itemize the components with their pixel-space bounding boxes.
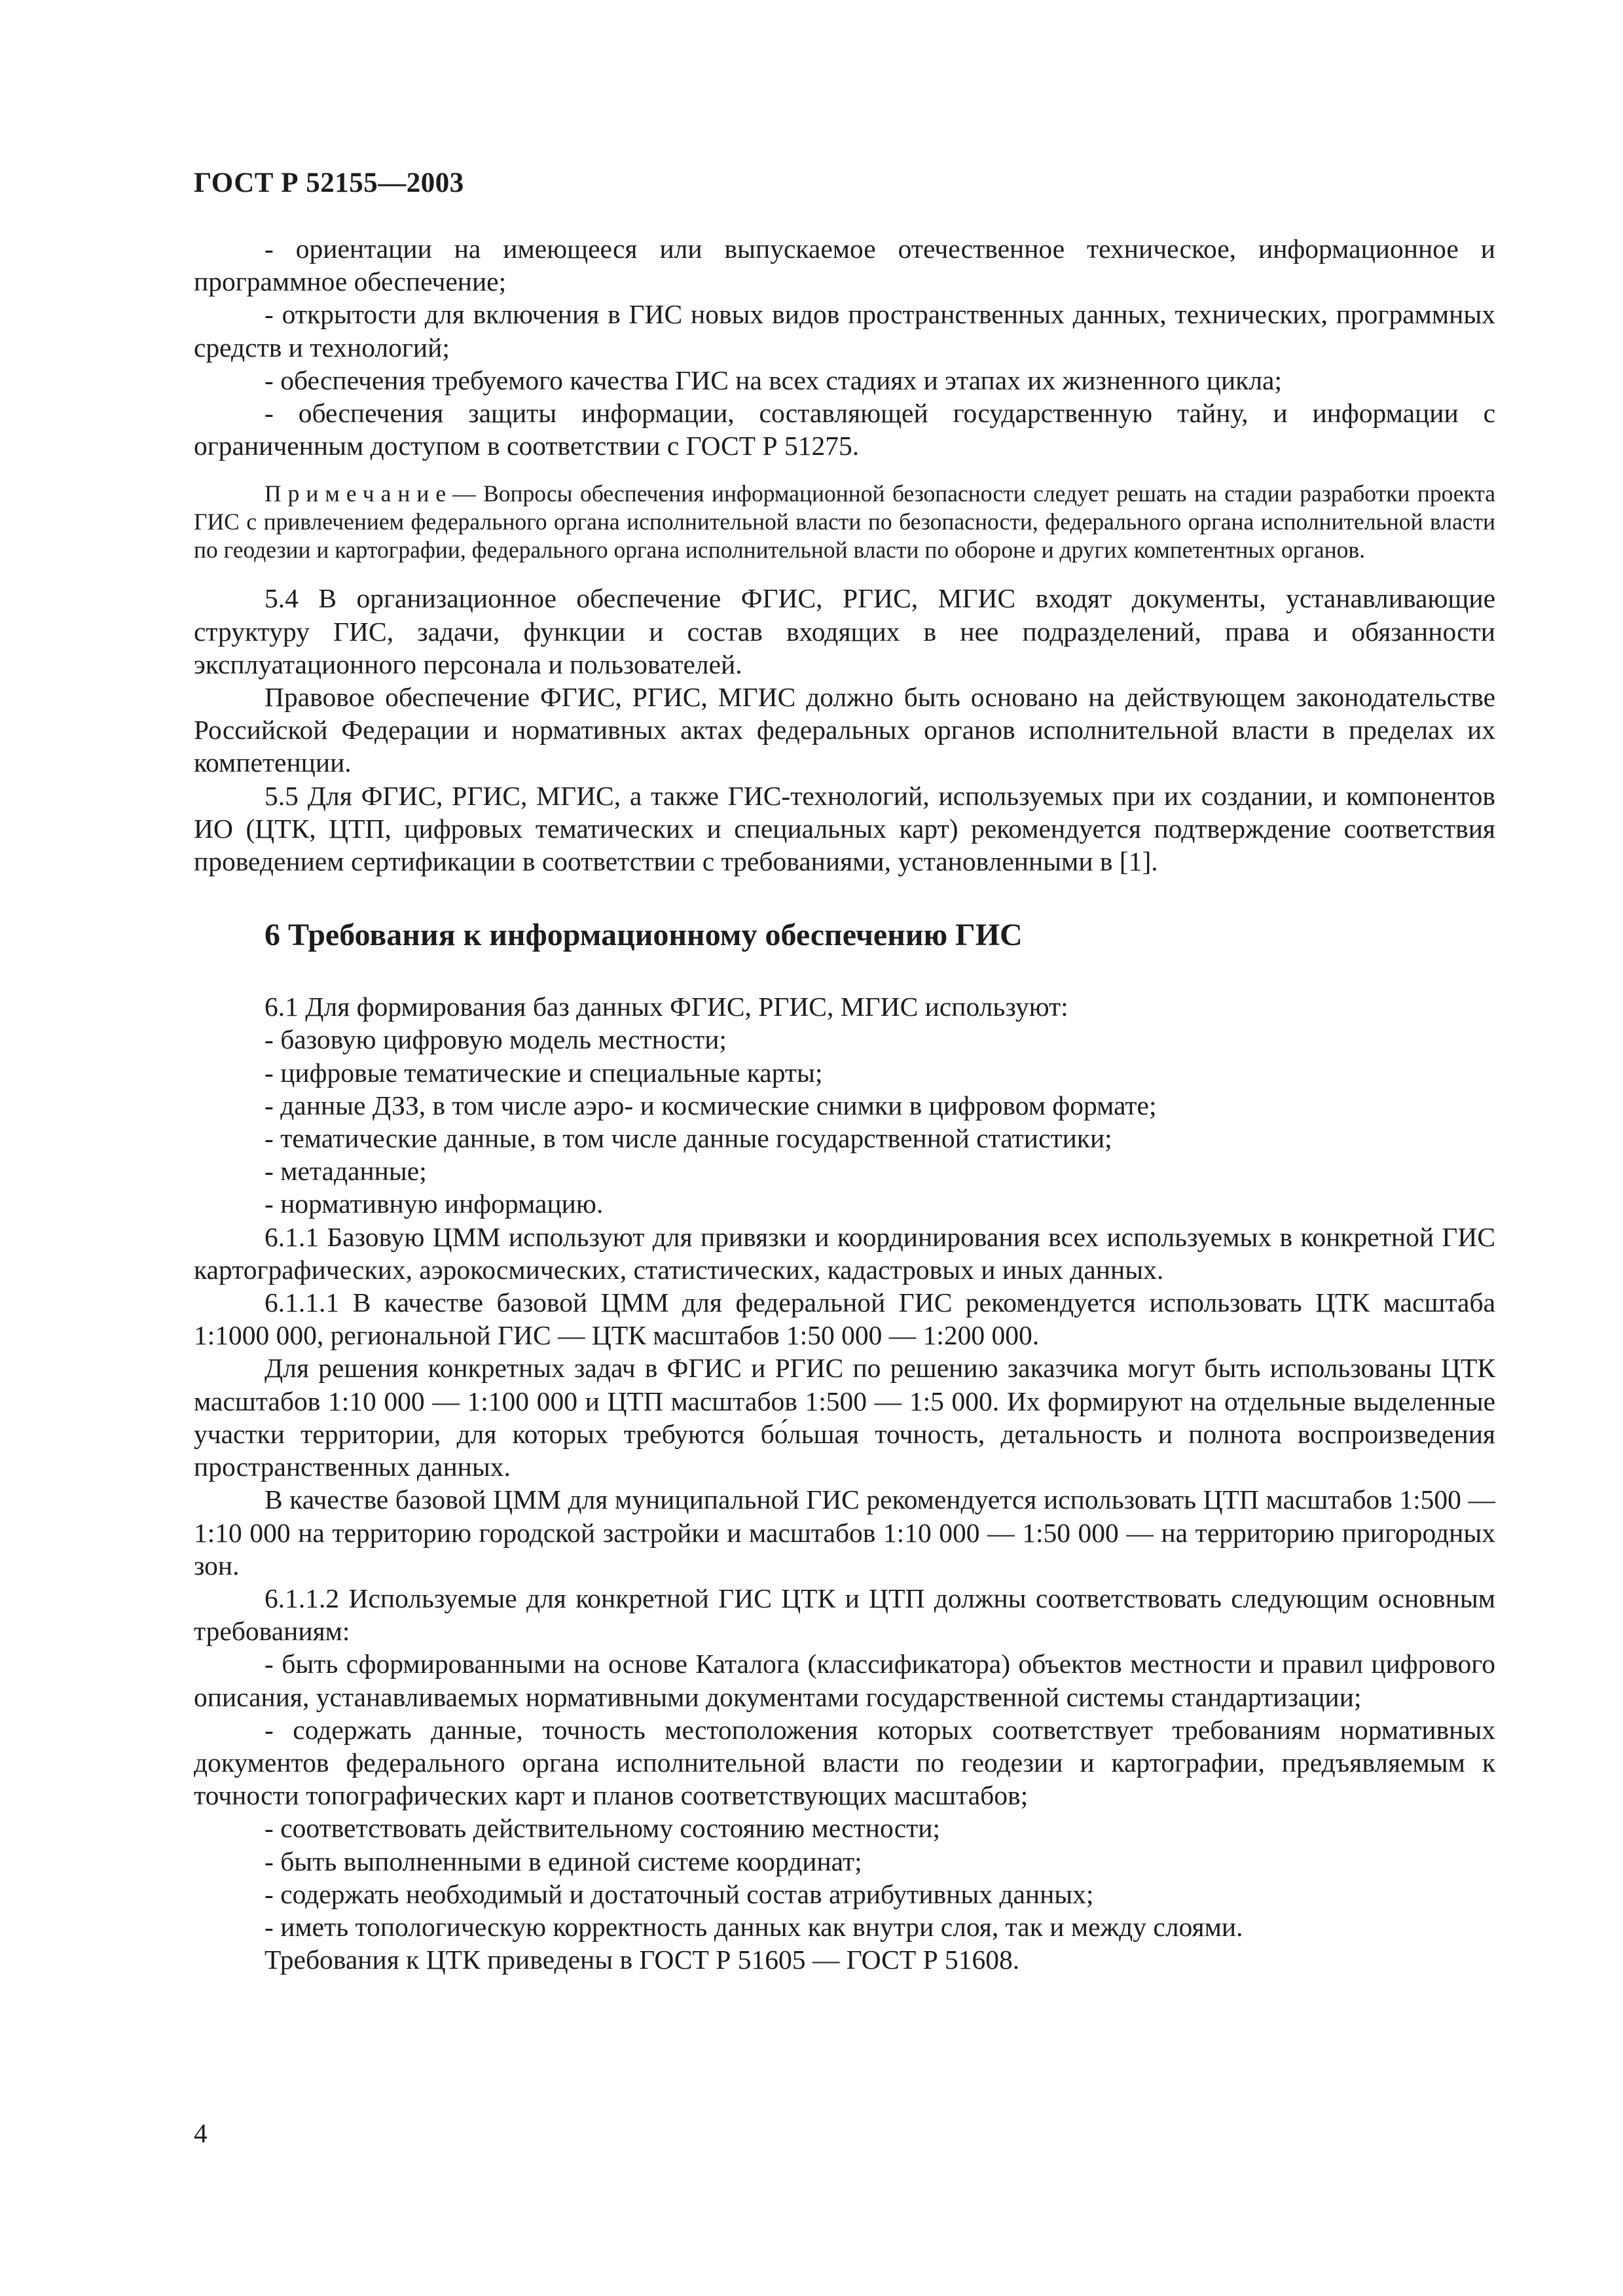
page-number: 4	[194, 2118, 208, 2148]
clause-5-5: 5.5 Для ФГИС, РГИС, МГИС, а также ГИС-технологий, используемых при их создании, и компонентов ИО (ЦТК, ЦТП, цифровых тематических и специальных карт) рекомендуется подтверждение соответствия проведением сертификации в соответствии с требованиями, установленными в [1].	[194, 780, 1495, 877]
document-header: ГОСТ Р 52155—2003	[194, 168, 464, 198]
intro-bullet-3: - обеспечения требуемого качества ГИС на всех стадиях и этапах их жизненного цикла;	[264, 365, 1283, 395]
list-item: - соответствовать действительному состоянию местности;	[264, 1813, 941, 1844]
closing-paragraph: Требования к ЦТК приведены в ГОСТ Р 51605 — ГОСТ Р 51608.	[264, 1945, 1020, 1975]
list-item: - содержать необходимый и достаточный состав атрибутивных данных;	[264, 1878, 1094, 1909]
list-6-1	[194, 1023, 1495, 1220]
clause-5-4-legal: Правовое обеспечение ФГИС, РГИС, МГИС должно быть основано на действующем законодательстве Российской Федерации и нормативных актах федеральных органов исполнительной власти в пределах их компетенции.	[194, 682, 1495, 778]
clause-6-1: 6.1 Для формирования баз данных ФГИС, РГИС, МГИС используют:	[264, 992, 1068, 1022]
intro-bullet-2: - открытости для включения в ГИС новых видов пространственных данных, технических, программных средств и технологий;	[194, 299, 1495, 363]
intro-bullet-1: - ориентации на имеющееся или выпускаемое отечественное техническое, информационное и программное обеспечение;	[194, 234, 1495, 297]
list-item: - метаданные;	[264, 1156, 427, 1187]
list-item: - иметь топологическую корректность данных как внутри слоя, так и между слоями.	[264, 1911, 1243, 1942]
intro-bullet-4: - обеспечения защиты информации, составляющей государственную тайну, и информации с ограниченным доступом в соответствии с ГОСТ Р 51275.	[194, 398, 1495, 461]
list-item: - нормативную информацию.	[264, 1189, 604, 1219]
document-body	[194, 232, 1495, 1976]
clause-5-4: 5.4 В организационное обеспечение ФГИС, РГИС, МГИС входят документы, устанавливающие структуру ГИС, задачи, функции и состав входящих в нее подразделений, права и обязанности эксплуатационного персонала и пользователей.	[194, 583, 1495, 679]
clause-6-1-1: 6.1.1 Базовую ЦММ используют для привязки и координирования всех используемых в конкретной ГИС картографических, аэрокосмических, статистических, кадастровых и иных данных.	[194, 1221, 1495, 1285]
paragraph-mgis: В качестве базовой ЦММ для муниципальной ГИС рекомендуется использовать ЦТП масштабов 1:500 — 1:10 000 на территорию городской застройки и масштабов 1:10 000 — 1:50 000 — на территорию пригородных зон.	[194, 1484, 1495, 1581]
section-6-heading: 6 Требования к информационному обеспечению ГИС	[264, 918, 1023, 953]
list-item: - цифровые тематические и специальные карты;	[264, 1057, 823, 1088]
note-paragraph	[194, 480, 1495, 564]
list-6-1-1-2	[194, 1647, 1495, 1943]
list-item: - базовую цифровую модель местности;	[264, 1024, 727, 1055]
clause-6-1-1-2: 6.1.1.2 Используемые для конкретной ГИС ЦТК и ЦТП должны соответствовать следующим основным требованиям:	[194, 1583, 1495, 1647]
list-item: - данные ДЗЗ, в том числе аэро- и космические снимки в цифровом формате;	[264, 1090, 1157, 1121]
list-item: - быть выполненными в единой системе координат;	[264, 1846, 862, 1876]
list-item: - быть сформированными на основе Каталога (классификатора) объектов местности и правил цифрового описания, устанавливаемых нормативными документами государственной системы стандартизации;	[194, 1649, 1495, 1712]
note-text: — Вопросы обеспечения информационной безопасности следует решать на стадии разработки проекта ГИС с привлечением федерального органа исполнительной власти по безопасности, федерального органа исполнительной власти по геодезии и картографии, федерального органа исполнительной власти по обороне и других компетентных органов.	[194, 480, 1495, 564]
note-label: Примечание	[264, 480, 453, 507]
list-item: - тематические данные, в том числе данные государственной статистики;	[264, 1123, 1112, 1154]
list-item: - содержать данные, точность местоположения которых соответствует требованиям нормативных документов федерального органа исполнительной власти по геодезии и картографии, предъявляемым к точности топографических карт и планов соответствующих масштабов;	[194, 1714, 1495, 1811]
paragraph-fgis-rgis: Для решения конкретных задач в ФГИС и РГИС по решению заказчика могут быть использованы ЦТК масштабов 1:10 000 — 1:100 000 и ЦТП масштабов 1:500 — 1:5 000. Их формируют на отдельные выделенные участки территории, для которых требуются бо́льшая точность, детальность и полнота воспроизведения пространственных данных.	[194, 1353, 1495, 1482]
clause-6-1-1-1: 6.1.1.1 В качестве базовой ЦММ для федеральной ГИС рекомендуется использовать ЦТК масштаба 1:1000 000, региональной ГИС — ЦТК масштабов 1:50 000 — 1:200 000.	[194, 1287, 1495, 1351]
